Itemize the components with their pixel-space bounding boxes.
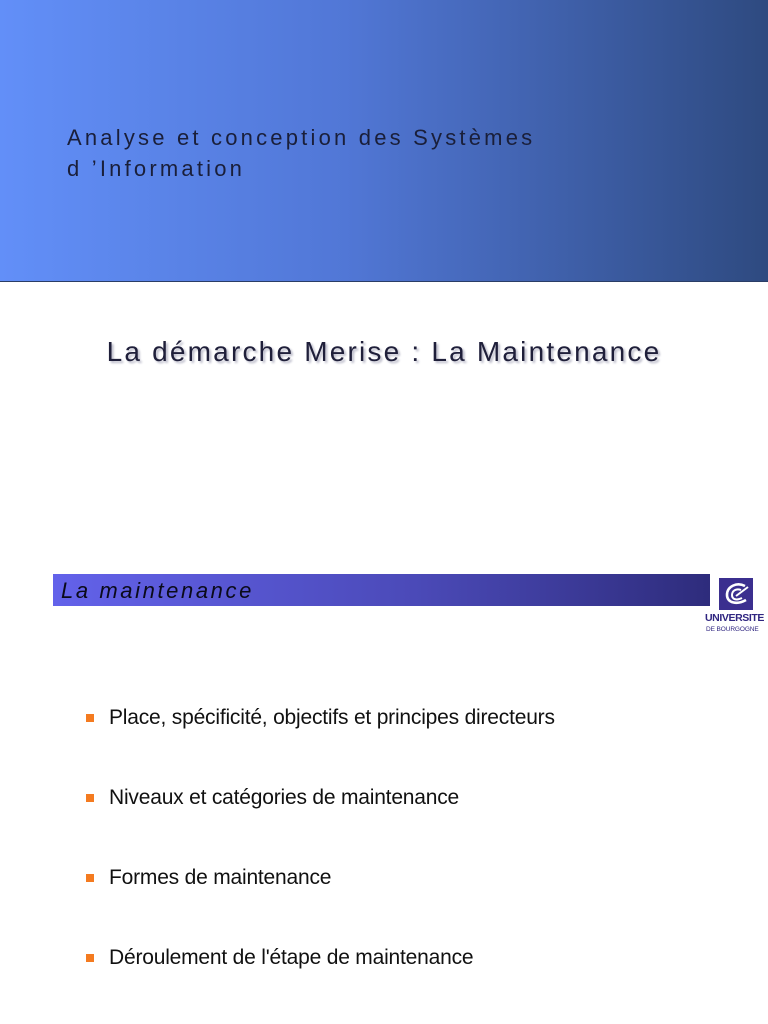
bullet-text: Niveaux et catégories de maintenance [109,786,460,809]
list-item [86,786,459,810]
square-bullet-icon [86,954,94,962]
bullet-text: Déroulement de l'étape de maintenance [109,946,474,969]
university-logo-icon [719,578,753,610]
section-label: La maintenance [61,578,254,603]
logo-text-line-2: DE BOURGOGNE [706,626,759,633]
header-band [0,0,768,282]
list-item [86,866,331,890]
page-title: La démarche Merise : La Maintenance [106,336,662,367]
logo-text-line-1: UNIVERSITE [705,612,765,624]
square-bullet-icon [86,794,94,802]
course-title [67,122,627,184]
bullet-text: Place, spécificité, objectifs et principes directeurs [109,706,555,729]
course-title-line-2: d ’Information [67,156,246,181]
square-bullet-icon [86,874,94,882]
course-title-line-1: Analyse et conception des Systèmes [67,125,536,150]
list-item [86,706,555,730]
list-item [86,946,473,970]
section-banner [53,574,710,606]
square-bullet-icon [86,714,94,722]
bullet-text: Formes de maintenance [109,866,332,889]
university-logo [705,578,768,638]
